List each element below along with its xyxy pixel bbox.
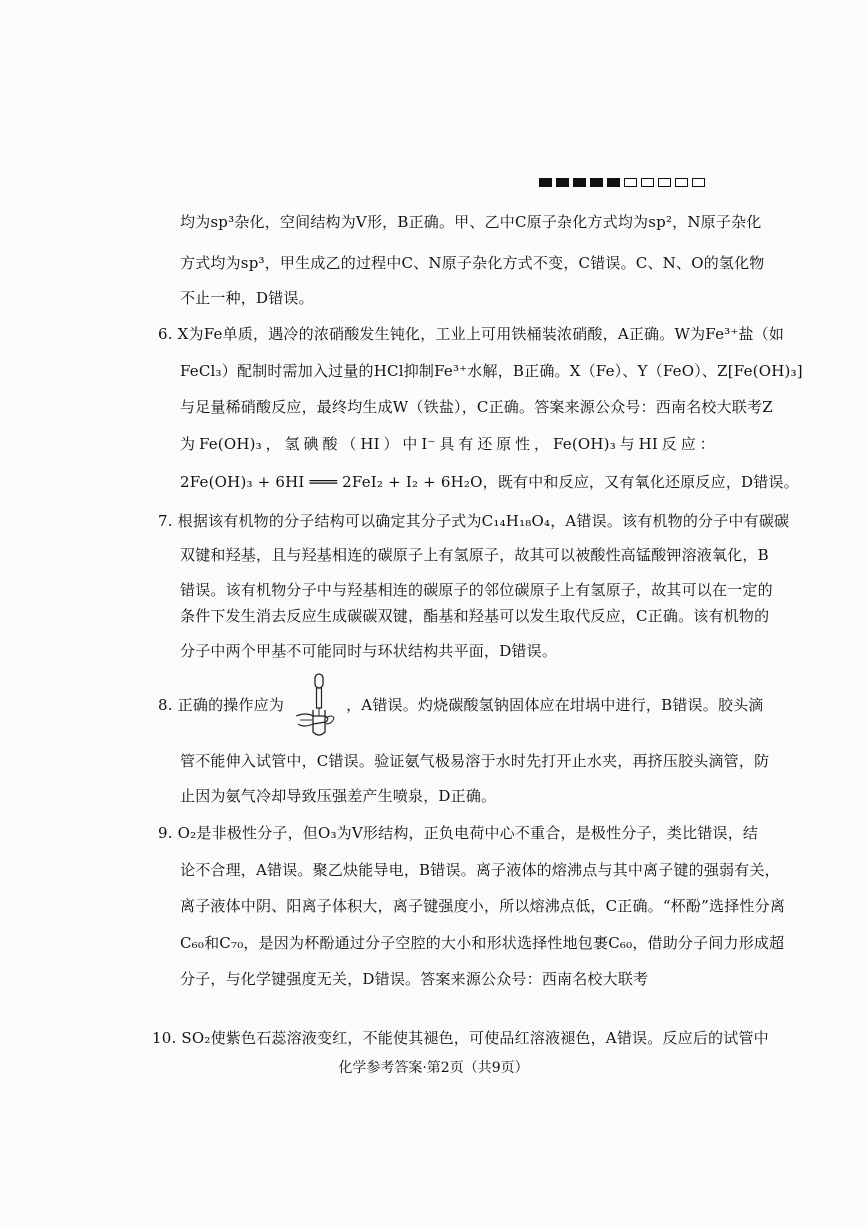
progress-square bbox=[624, 178, 637, 187]
justified-token: 性 bbox=[515, 435, 531, 453]
justified-token: ， bbox=[534, 435, 550, 453]
page-progress-indicator bbox=[539, 178, 705, 187]
progress-square bbox=[556, 178, 569, 187]
justified-text-line bbox=[180, 434, 715, 454]
justified-token: ） bbox=[383, 435, 399, 453]
justified-token: HI bbox=[360, 435, 380, 453]
justified-token: 中 bbox=[402, 435, 418, 453]
text-line: FeCl₃）配制时需加入过量的HCl抑制Fe³⁺水解，B正确。X（Fe）、Y（FeO）、Z[Fe(OH)₃] bbox=[180, 362, 803, 380]
justified-token: （ bbox=[341, 435, 357, 453]
justified-token: 反 bbox=[661, 435, 677, 453]
text-line: 双键和羟基，且与羟基相连的碳原子上有氢原子，故其可以被酸性高锰酸钾溶液氧化，B bbox=[180, 546, 769, 564]
justified-token: 酸 bbox=[322, 435, 338, 453]
question-6-line: 6. X为Fe单质，遇冷的浓硝酸发生钝化，工业上可用铁桶装浓硝酸，A正确。W为Fe³⁺盐（如 bbox=[158, 325, 785, 343]
justified-token: Fe(OH)₃ bbox=[198, 435, 262, 453]
progress-square bbox=[539, 178, 552, 187]
justified-token: HI bbox=[638, 435, 659, 453]
text-line: 条件下发生消去反应生成碳碳双键，酯基和羟基可以发生取代反应，C正确。该有机物的 bbox=[180, 607, 770, 625]
justified-token: 碘 bbox=[303, 435, 319, 453]
progress-square bbox=[658, 178, 671, 187]
justified-token: 氢 bbox=[284, 435, 300, 453]
text-line: C₆₀和C₇₀，是因为杯酚通过分子空腔的大小和形状选择性地包裹C₆₀，借助分子间力形成超 bbox=[180, 934, 785, 952]
text-line: 错误。该有机物分子中与羟基相连的碳原子的邻位碳原子上有氢原子，故其可以在一定的 bbox=[180, 581, 773, 599]
justified-token: 应 bbox=[680, 435, 696, 453]
justified-token: Fe(OH)₃ bbox=[552, 435, 616, 453]
justified-token: 原 bbox=[496, 435, 512, 453]
text-line: 论不合理，A错误。聚乙炔能导电，B错误。离子液体的熔沸点与其中离子键的强弱有关， bbox=[180, 861, 780, 879]
justified-token: 具 bbox=[439, 435, 455, 453]
progress-square bbox=[641, 178, 654, 187]
progress-square bbox=[675, 178, 688, 187]
justified-token: 有 bbox=[458, 435, 474, 453]
text-line: 管不能伸入试管中，C错误。验证氨气极易溶于水时先打开止水夹，再挤压胶头滴管，防 bbox=[180, 752, 770, 770]
question-8-line bbox=[158, 672, 764, 738]
page-footer: 化学参考答案·第2页（共9页） bbox=[338, 1060, 529, 1076]
chemical-equation-line: 2Fe(OH)₃ + 6HI ═══ 2FeI₂ + I₂ + 6H₂O，既有中和反应，又有氧化还原反应，D错误。 bbox=[180, 473, 799, 491]
text-line: 方式均为sp³，甲生成乙的过程中C、N原子杂化方式不变，C错误。C、N、O的氢化物 bbox=[180, 254, 765, 272]
question-9-line: 9. O₂是非极性分子，但O₃为V形结构，正负电荷中心不重合，是极性分子，类比错误，结 bbox=[158, 824, 759, 842]
justified-token: I⁻ bbox=[421, 435, 436, 453]
justified-token: 还 bbox=[477, 435, 493, 453]
text-line: 不止一种，D错误。 bbox=[180, 289, 314, 307]
text-line: 离子液体中阴、阳离子体积大，离子键强度小，所以熔沸点低，C正确。“杯酚”选择性分离 bbox=[180, 897, 786, 915]
justified-token: 为 bbox=[180, 435, 196, 453]
text-line: 分子中两个甲基不可能同时与环状结构共平面，D错误。 bbox=[180, 642, 558, 660]
justified-token: ： bbox=[699, 435, 715, 453]
question-7-line: 7. 根据该有机物的分子结构可以确定其分子式为C₁₄H₁₈O₄，A错误。该有机物的分子中有碳碳 bbox=[158, 512, 790, 530]
text-line: 止因为氨气冷却导致压强差产生喷泉，D正确。 bbox=[180, 787, 497, 805]
justified-token: ， bbox=[265, 435, 281, 453]
justified-token: 与 bbox=[619, 435, 635, 453]
progress-square bbox=[573, 178, 586, 187]
progress-square bbox=[607, 178, 620, 187]
question-8-prefix: 8. 正确的操作应为 bbox=[158, 696, 285, 714]
text-line: 分子，与化学键强度无关，D错误。答案来源公众号：西南名校大联考 bbox=[180, 970, 649, 988]
question-8-suffix: ，A错误。灼烧碳酸氢钠固体应在坩埚中进行，B错误。胶头滴 bbox=[346, 696, 764, 714]
question-10-line: 10. SO₂使紫色石蕊溶液变红，不能使其褪色，可使品红溶液褪色，A错误。反应后的试管中 bbox=[152, 1029, 769, 1047]
dropper-test-tube-figure bbox=[286, 672, 344, 738]
text-line: 均为sp³杂化，空间结构为V形，B正确。甲、乙中C原子杂化方式均为sp²，N原子杂化 bbox=[180, 213, 762, 231]
progress-square bbox=[590, 178, 603, 187]
text-line: 与足量稀硝酸反应，最终均生成W（铁盐），C正确。答案来源公众号：西南名校大联考Z bbox=[180, 398, 773, 416]
progress-square bbox=[692, 178, 705, 187]
